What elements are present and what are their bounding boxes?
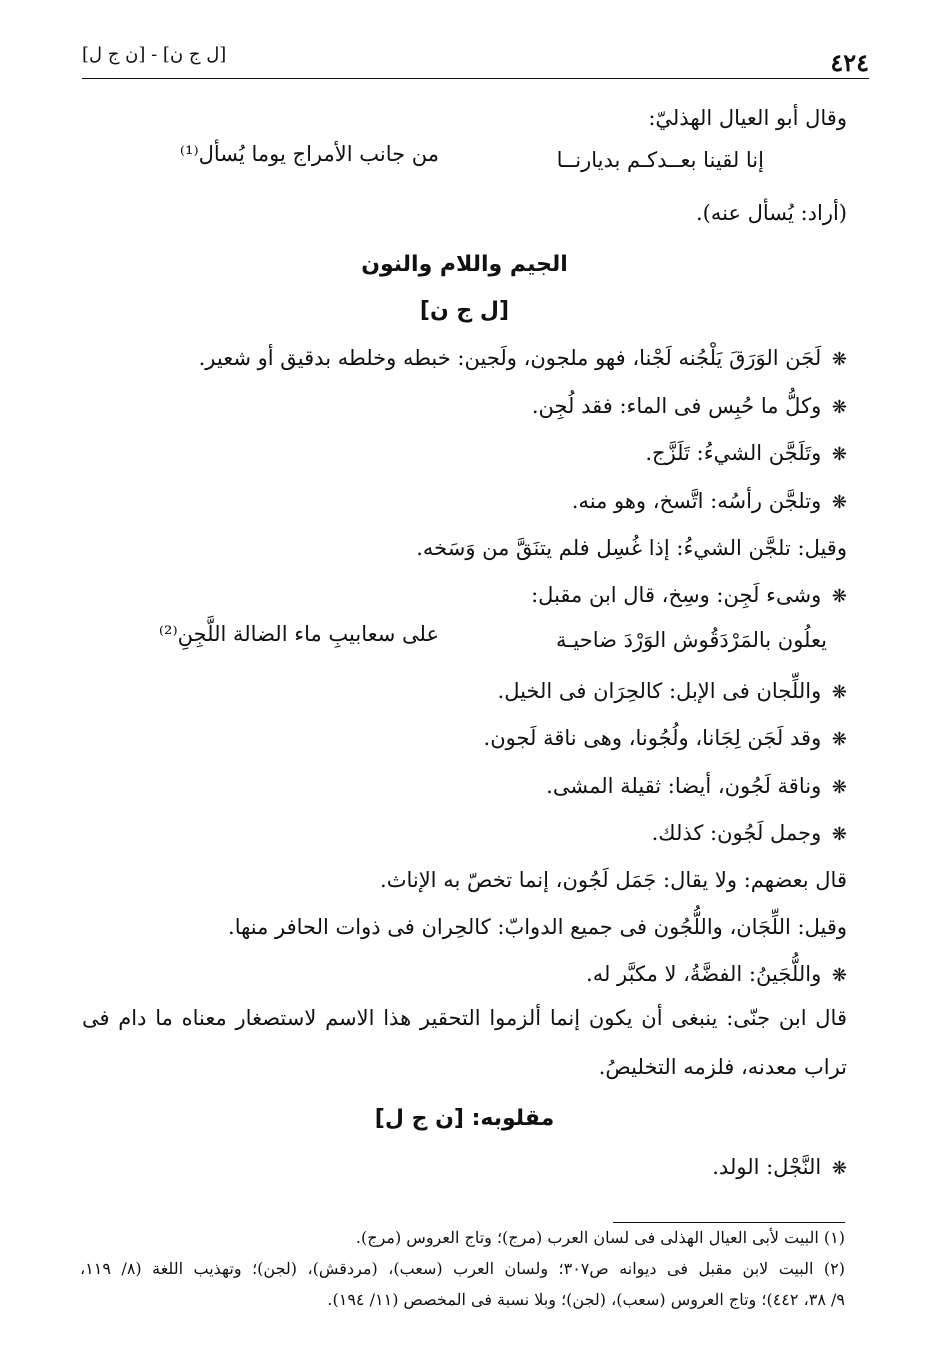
- qala-line: قال بعضهم: ولا يقال: جَمَل لَجُون، إنما تخصّ به الإناث.: [380, 868, 847, 892]
- entry-line: [531, 580, 847, 612]
- ibn-jinni-line: قال ابن جنّى: ينبغى أن يكون إنما ألزموا التحقير هذا الاسم لاستصغار معناه ما دام فى: [82, 1006, 847, 1030]
- entry-line: [199, 343, 847, 375]
- bullet-icon: ❋: [831, 777, 847, 798]
- entry-text: وناقة لَجُون، أيضا: ثقيلة المشى.: [546, 774, 822, 798]
- qila-line: وقيل: اللِّجَان، واللُّجُون فى جميع الدوابّ: كالحِران فى ذوات الحافر منها.: [228, 915, 847, 939]
- footnote-divider: [613, 1222, 845, 1223]
- entry-line: [532, 391, 847, 423]
- entry-text: وكلُّ ما حُبِس فى الماء: فقد لُجِن.: [531, 394, 822, 418]
- root-title: [ل ج ن]: [419, 298, 510, 323]
- entry-text: واللُّجَينُ: الفضَّةُ، لا مكبَّر له.: [586, 962, 822, 986]
- footnote-2-continued: ٩/ ٣٨، ٤٤٢)؛ وتاج العروس (سعب)، (لجن)؛ وبلا نسبة فى المخصص (١١/ ١٩٤).: [327, 1290, 845, 1309]
- running-head: [ل ج ن] - [ن ج ل]: [82, 44, 227, 65]
- bullet-icon: ❋: [831, 729, 847, 750]
- entry-text: وشىء لَجِن: وسِخ، قال ابن مقبل:: [531, 583, 822, 607]
- bullet-icon: ❋: [831, 1158, 847, 1179]
- entry-text: لَجَن الوَرَقَ يَلْجُنه لَجْنا، فهو ملجون، ولَجين: خبطه وخلطه بدقيق أو شعير.: [198, 346, 822, 370]
- page-number: ٤٢٤: [830, 48, 869, 77]
- maqlub-title: مقلوبه: [ن ج ل]: [374, 1106, 555, 1131]
- entry-line: [546, 771, 847, 803]
- entry-text: واللِّجان فى الإبل: كالحِرَان فى الخيل.: [497, 679, 822, 703]
- verse1-first-hemistich: إنا لقينا بعــدكـم بديارنــا: [556, 148, 764, 172]
- entry-text: النَّجْل: الولد.: [712, 1155, 822, 1179]
- bullet-icon: ❋: [831, 397, 847, 418]
- bullet-icon: ❋: [831, 965, 847, 986]
- verse2-first-hemistich: يعلُون بالمَرْدَقُوش الوَرْدَ ضاحيـة: [555, 628, 827, 652]
- bullet-icon: ❋: [831, 824, 847, 845]
- entry-text: وتلجَّن رأسُه: اتَّسخ، وهو منه.: [571, 489, 822, 513]
- footnote-1: (١) البيت لأبى العيال الهذلى فى لسان العرب (مرج)؛ وتاج العروس (مرج).: [355, 1228, 845, 1247]
- entry-text: وجمل لَجُون: كذلك.: [651, 821, 822, 845]
- entry-line: [572, 486, 847, 518]
- poem-intro: وقال أبو العيال الهذليّ:: [648, 106, 847, 130]
- entry-line: [586, 959, 847, 991]
- entry-line: [645, 438, 847, 470]
- bullet-icon: ❋: [831, 349, 847, 370]
- verse2-second-hemistich: على سعابيبِ ماء الضالة اللَّجِنِ⁽²⁾: [158, 622, 439, 646]
- bullet-icon: ❋: [831, 444, 847, 465]
- entry-text: وتَلَجَّن الشيءُ: تَلَزَّج.: [645, 441, 822, 465]
- ibn-jinni-line: تراب معدنه، فلزمه التخليصُ.: [598, 1055, 847, 1079]
- bullet-icon: ❋: [831, 682, 847, 703]
- bullet-icon: ❋: [831, 492, 847, 513]
- entry-line: [498, 676, 847, 708]
- qila-line: وقيل: تلجَّن الشيءُ: إذا غُسِل فلم يتنَقَّ من وَسَخه.: [416, 536, 847, 560]
- entry-line: [484, 723, 847, 755]
- entry-line: [712, 1152, 847, 1184]
- verse1-second-hemistich: من جانب الأمراج يوما يُسأل⁽¹⁾: [179, 142, 439, 166]
- entry-text: وقد لَجَن لِجَانا، ولُجُونا، وهى ناقة لَجون.: [483, 726, 822, 750]
- footnote-2: (٢) البيت لابن مقبل فى ديوانه ص٣٠٧؛ ولسان العرب (سعب)، (مردقش)، (لجن)؛ وتهذيب اللغة (٨/ ١١٩،: [80, 1259, 845, 1278]
- page-header: [82, 40, 869, 79]
- chapter-title: الجيم واللام والنون: [361, 252, 568, 277]
- gloss-line: (أراد: يُسأل عنه).: [695, 201, 847, 225]
- entry-line: [652, 818, 847, 850]
- bullet-icon: ❋: [831, 586, 847, 607]
